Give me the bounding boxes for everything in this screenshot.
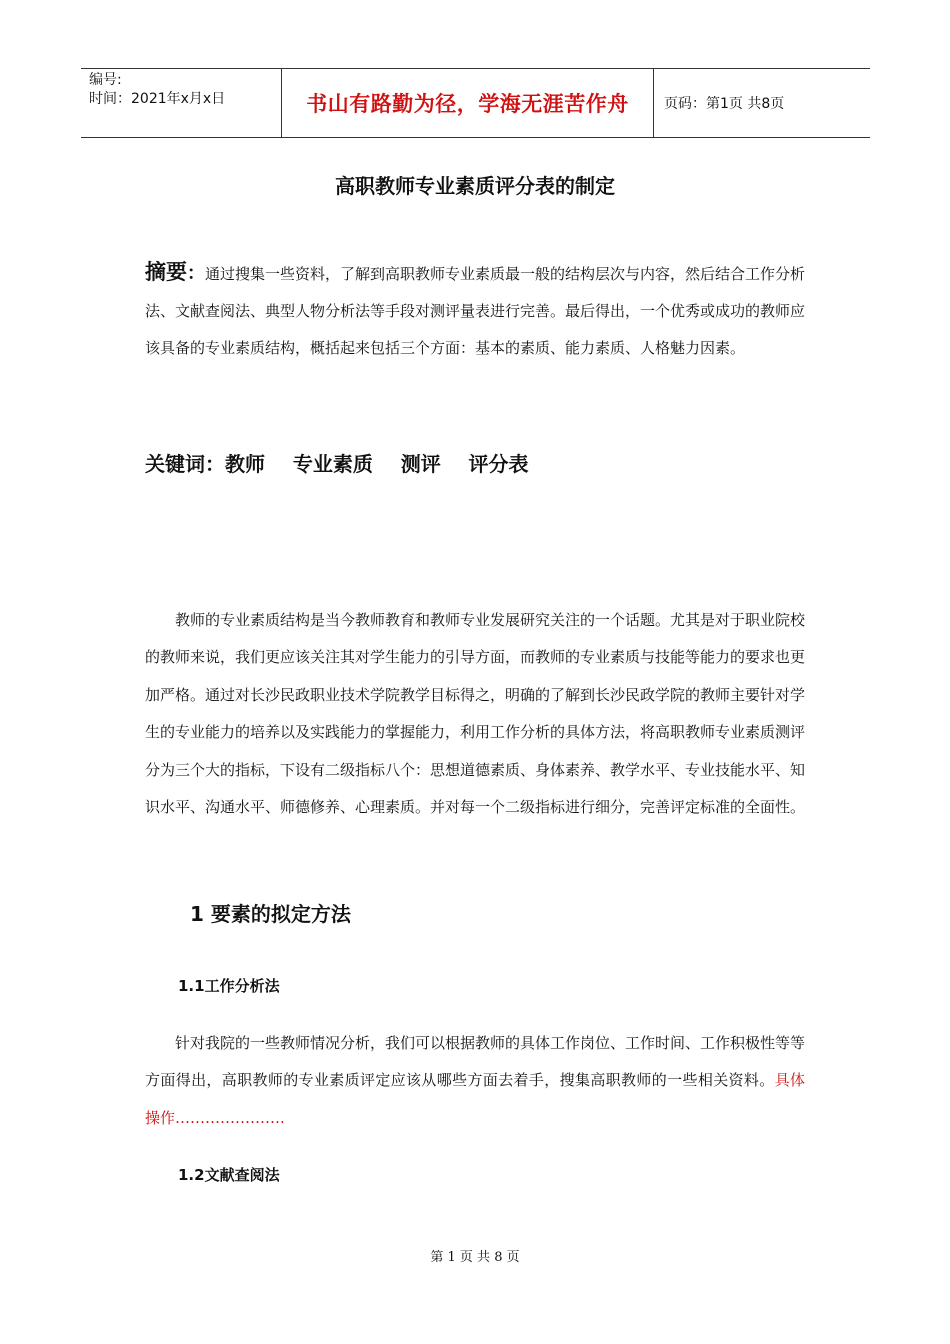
- document-number-label: 编号:: [89, 72, 122, 88]
- section-1-heading: 1 要素的拟定方法: [190, 902, 351, 926]
- abstract-label: 摘要: [145, 260, 187, 284]
- section-1-1-text: 针对我院的一些教师情况分析，我们可以根据教师的具体工作岗位、工作时间、工作积极性等等方面得出，高职教师的专业素质评定应该从哪些方面去着手，搜集高职教师的一些相关资料。: [145, 1034, 806, 1090]
- intro-paragraph: 教师的专业素质结构是当今教师教育和教师专业发展研究关注的一个话题。尤其是对于职业院校的教师来说，我们更应该关注其对学生能力的引导方面，而教师的专业素质与技能等能力的要求也更加严格。通过对长沙民政职业技术学院教学目标得之，明确的了解到长沙民政学院的教师主要针对学生的专业能力的培养以及实践能力的掌握能力，利用工作分析的具体方法，将高职教师专业素质测评分为三个大的指标，下设有二级指标八个：思想道德素质、身体素养、教学水平、专业技能水平、知识水平、沟通水平、师德修养、心理素质。并对每一个二级指标进行细分，完善评定标准的全面性。: [145, 611, 806, 817]
- abstract-text: 通过搜集一些资料，了解到高职教师专业素质最一般的结构层次与内容，然后结合工作分析法、文献查阅法、典型人物分析法等手段对测评量表进行完善。最后得出，一个优秀或成功的教师应该具备的专业素质结构，概括起来包括三个方面：基本的素质、能力素质、人格魅力因素。: [145, 265, 806, 357]
- document-title: 高职教师专业素质评分表的制定: [335, 174, 615, 198]
- header-meta: [81, 69, 281, 137]
- section-1-1-heading: 1.1工作分析法: [178, 977, 280, 995]
- abstract: [145, 254, 805, 367]
- section-1-1-paragraph: [145, 1025, 805, 1137]
- keywords: 关键词：教师 专业素质 测评 评分表: [145, 452, 529, 476]
- document-header: [81, 68, 870, 138]
- abstract-colon: ：: [187, 263, 205, 284]
- section-1-1-red-text: 具体操作………………….: [145, 1071, 805, 1127]
- header-motto: 书山有路勤为径，学海无涯苦作舟: [281, 69, 654, 137]
- page-footer: 第 1 页 共 8 页: [430, 1250, 520, 1265]
- header-page-info: 页码：第1页 共8页: [664, 96, 785, 112]
- section-1-2-heading: 1.2文献查阅法: [178, 1166, 280, 1184]
- document-date: 时间：2021年x月x日: [89, 91, 226, 107]
